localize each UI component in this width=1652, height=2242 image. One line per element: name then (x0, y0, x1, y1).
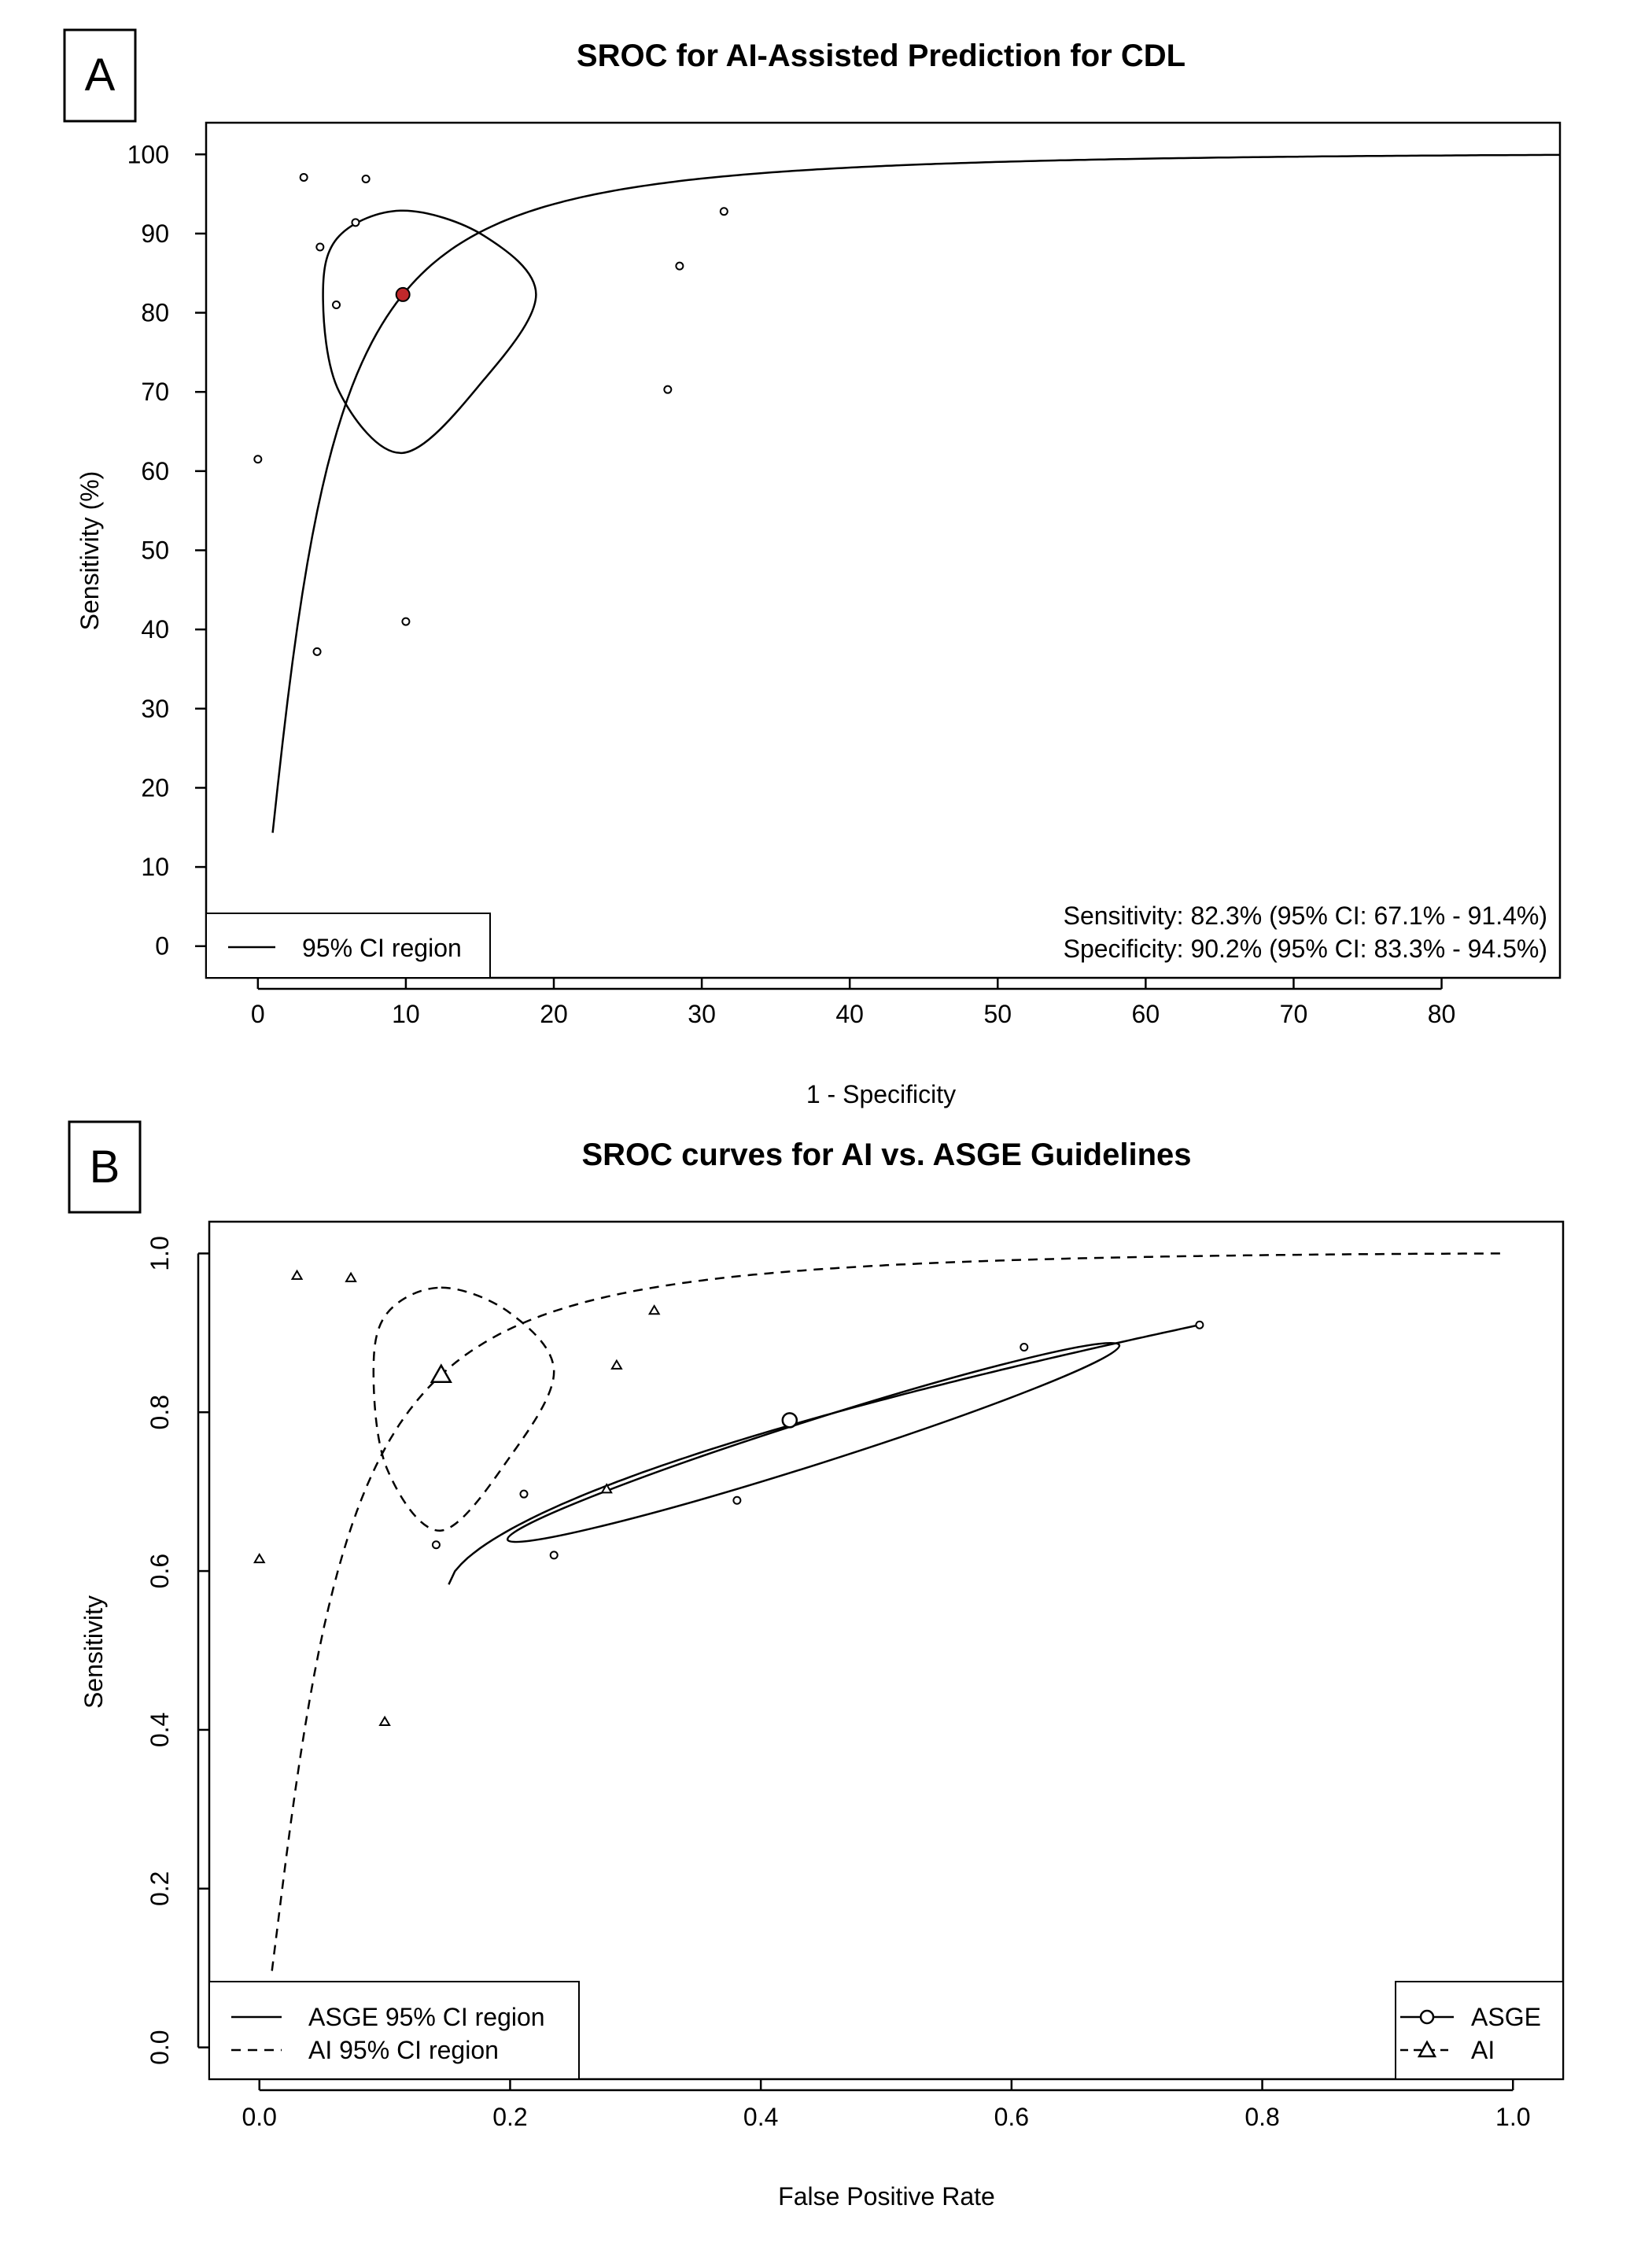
panel-a-x-tick-label: 40 (835, 1000, 864, 1028)
panel-b-asge-study-point (433, 1541, 440, 1548)
panel-b-asge-sroc-curve (448, 1325, 1200, 1584)
panel-b-x-tick-label: 0.4 (743, 2103, 779, 2131)
panel-b-x-tick-label: 0.2 (492, 2103, 528, 2131)
panel-a-ci-region (323, 211, 537, 453)
panel-a-y-tick-label: 60 (141, 456, 169, 485)
panel-a-specificity-annotation: Specificity: 90.2% (95% CI: 83.3% - 94.5%) (1063, 935, 1547, 963)
panel-a-study-point (333, 301, 340, 308)
panel-a-plot-frame (206, 123, 1560, 978)
panel-a-x-tick-label: 60 (1131, 1000, 1160, 1028)
panel-b-y-tick-label: 0.2 (146, 1871, 174, 1907)
panel-a-y-tick-label: 90 (141, 219, 169, 248)
panel-a-study-point (721, 208, 728, 215)
panel-b-x-axis-label: False Positive Rate (778, 2182, 995, 2211)
panel-a-x-axis (251, 978, 1455, 1028)
panel-a-y-tick-label: 70 (141, 378, 169, 407)
panel-a-x-tick-label: 80 (1427, 1000, 1456, 1028)
panel-b-ai-study-point (255, 1554, 264, 1562)
panel-b-x-tick-label: 0.6 (994, 2103, 1030, 2131)
panel-b-x-tick-label: 1.0 (1495, 2103, 1531, 2131)
panel-b-ai-sroc-curve (272, 1253, 1501, 1971)
panel-b-asge-summary-point (783, 1413, 797, 1427)
panel-b-legend-asge-label: ASGE (1471, 2003, 1541, 2031)
panel-a-study-point (352, 219, 359, 226)
panel-a-y-tick-label: 30 (141, 694, 169, 723)
panel-b-asge-ci-region (501, 1324, 1127, 1561)
panel-a-study-point (301, 174, 308, 181)
panel-b-y-tick-label: 1.0 (146, 1236, 174, 1271)
panel-b-asge-study-point (1196, 1322, 1203, 1329)
panel-a-study-point (664, 386, 671, 393)
panel-a-legend-label: 95% CI region (302, 934, 462, 962)
panel-a-y-tick-label: 80 (141, 298, 169, 327)
panel-b-x-tick-label: 0.8 (1245, 2103, 1280, 2131)
panel-b-y-axis (146, 1236, 209, 2065)
panel-b (69, 1122, 1563, 2211)
panel-b-ai-study-point (380, 1717, 389, 1725)
panel-a-summary-point (396, 288, 410, 301)
panel-b-title: SROC curves for AI vs. ASGE Guidelines (581, 1138, 1192, 1172)
panel-a-sensitivity-annotation: Sensitivity: 82.3% (95% CI: 67.1% - 91.4%) (1063, 902, 1547, 930)
panel-b-ai-study-point (612, 1361, 621, 1369)
panel-a-x-tick-label: 10 (392, 1000, 420, 1028)
panel-a-y-tick-label: 50 (141, 536, 169, 565)
panel-a-study-point (363, 175, 370, 183)
panel-b-ai-study-point (293, 1271, 302, 1279)
panel-a-study-point (676, 263, 683, 270)
panel-a-x-tick-label: 70 (1279, 1000, 1308, 1028)
panel-a-title: SROC for AI-Assisted Prediction for CDL (576, 39, 1186, 73)
panel-b-x-axis (242, 2079, 1530, 2131)
panel-a-x-axis-label: 1 - Specificity (806, 1080, 957, 1108)
panel-a-y-tick-label: 20 (141, 773, 169, 802)
panel-a-y-tick-label: 10 (141, 853, 169, 882)
panel-b-y-axis-label: Sensitivity (79, 1595, 108, 1709)
panel-b-asge-study-point (1020, 1344, 1027, 1351)
panel-b-asge-study-point (520, 1491, 527, 1498)
panel-b-legend-ai-label: AI (1471, 2036, 1495, 2064)
panel-b-y-tick-label: 0.6 (146, 1553, 174, 1589)
panel-b-ai-study-point (346, 1274, 356, 1281)
panel-a-study-point (254, 455, 261, 463)
panel-a-x-tick-label: 50 (983, 1000, 1012, 1028)
panel-b-y-tick-label: 0.0 (146, 2030, 174, 2065)
panel-a-y-axis (127, 140, 206, 960)
panel-b-legend-asge-ci-label: ASGE 95% CI region (308, 2003, 545, 2031)
panel-a-x-tick-label: 20 (540, 1000, 568, 1028)
panel-b-asge-study-point (733, 1497, 740, 1504)
panel-a-letter: A (84, 50, 116, 101)
panel-a-sroc-curve (273, 155, 1560, 833)
panel-b-legend-ai-ci-label: AI 95% CI region (308, 2036, 499, 2064)
panel-a-study-point (402, 618, 409, 625)
panel-a-data (254, 155, 1560, 833)
panel-b-legend-asge-marker (1421, 2011, 1433, 2023)
panel-a (65, 30, 1560, 1108)
panel-a-y-tick-label: 100 (127, 140, 169, 169)
panel-a-x-tick-label: 30 (688, 1000, 716, 1028)
panel-b-y-tick-label: 0.4 (146, 1712, 174, 1748)
panel-a-x-tick-label: 0 (250, 1000, 265, 1028)
panel-a-study-point (314, 648, 321, 655)
panel-b-plot-frame (209, 1222, 1563, 2079)
panel-b-letter: B (89, 1141, 120, 1193)
panel-b-ai-study-point (650, 1306, 659, 1314)
panel-a-y-tick-label: 40 (141, 615, 169, 644)
panel-b-asge-study-point (551, 1551, 558, 1558)
panel-a-study-point (316, 244, 323, 251)
panel-b-x-tick-label: 0.0 (242, 2103, 277, 2131)
panel-b-data (255, 1253, 1501, 1971)
panel-b-ai-summary-point (432, 1366, 451, 1382)
panel-a-y-tick-label: 0 (155, 931, 169, 961)
panel-a-y-axis-label: Sensitivity (%) (76, 470, 104, 631)
panel-b-y-tick-label: 0.8 (146, 1394, 174, 1430)
